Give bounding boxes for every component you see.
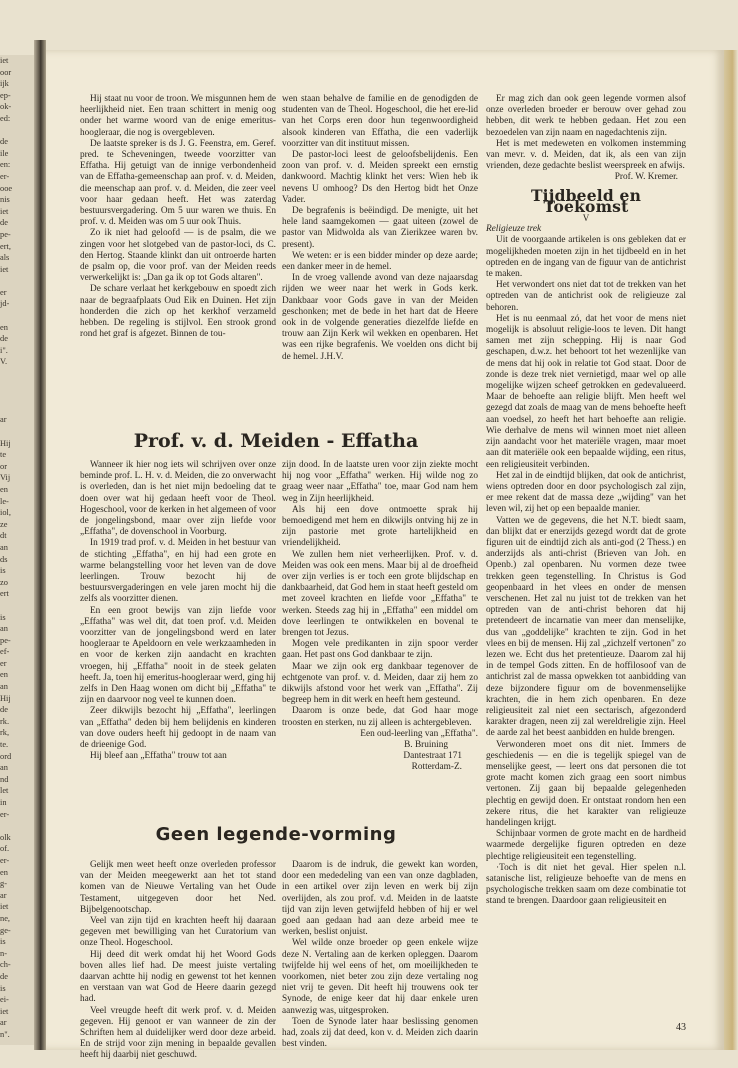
margin-fragment: ok- <box>0 102 12 112</box>
margin-fragment <box>0 403 34 415</box>
margin-fragment: te <box>0 450 7 460</box>
paragraph: Schijnbaar vormen de grote macht en de hardheid waarmede dergelijke figuren optreden en deze plechtige religieusiteit een tegenstelling. <box>486 829 686 862</box>
margin-fragment: pe- <box>0 635 11 645</box>
margin-fragment: is <box>0 612 6 622</box>
margin-fragment: en <box>0 670 8 680</box>
column-2-bottom <box>282 860 478 1050</box>
margin-fragment: is <box>0 566 6 576</box>
margin-fragment: ile <box>0 148 9 158</box>
margin-fragment: en <box>0 484 8 494</box>
margin-fragment: ne, <box>0 913 10 923</box>
margin-fragment: ds <box>0 554 8 564</box>
signature-city: Rotterdam-Z. <box>411 762 462 773</box>
margin-fragment: nis <box>0 195 10 205</box>
margin-fragment: de <box>0 705 8 715</box>
column-1-bottom <box>80 860 276 1062</box>
paragraph: Uit de voorgaande artikelen is ons gebleken dat er mogelijkheden moeten zijn in het tijdbeeld en in het optreden en de ingang van de figuur van de antichrist te maken. <box>486 235 686 280</box>
margin-fragment: iol, <box>0 508 11 518</box>
paragraph: Zo ik niet had geloofd — is de psalm, die we zingen voor het slotgebed van de pastor-loci, ds C. den Hertog. Staande klinkt dan uit ontroerde harten de psalm op, die voor prof. van der Meiden reeds verwerkelijkt is: „Dan ga ik op tot Gods altaren". <box>80 228 276 284</box>
signature-address: Dantestraat 171 <box>403 751 462 762</box>
paragraph: zijn dood. In de laatste uren voor zijn ziekte mocht hij nog voor „Effatha" werken. Hij wilde nog zo graag weer naar „Effatha" toe, maar God nam hem weg in Zijn heerlijkheid. <box>282 460 478 504</box>
margin-fragment: or <box>0 461 7 471</box>
margin-fragment <box>0 310 34 322</box>
paragraph: Wel wilde onze broeder op geen enkele wijze deze N. Vertaling aan de kerken opleggen. Daarom twijfelde hij wel eens of het, om moeilijkheden te voorkomen, niet beter zou zijn deze vertaling nog niet vrij te geven. Dit heeft hij trouwens ook ter Synode, de enige keer dat hij daar enkele uren aanwezig was, uitgesproken. <box>282 938 478 1016</box>
margin-fragment <box>0 368 34 380</box>
paragraph: Verwonderen moet ons dit niet. Immers de geschiedenis — en die is tegelijk spiegel van de menselijke geest, — leert ons dat personen die tot grote macht komen zich graag een soort nimbus vertonen. Zij gaan bij bepaalde gelegenheden plechtig en gewijd doen. Er ontstaat rondom hen een zekere ritus, die het karakter van religieuze handelingen krijgt. <box>486 739 686 828</box>
paragraph: Het verwondert ons niet dat tot de trekken van het optreden van de antichrist ook de religieuze zal behoren. <box>486 280 686 313</box>
paragraph: Vatten we de gegevens, die het N.T. biedt saam, dan blijkt dat er enerzijds gezegd wordt dat de grote figuren uit de eindtijd zich als anti-god (2 Thess.) en anderzijds als anti-christ (Brieven van Joh. en Openb.) zal openbaren. Nu vormen deze twee trekken geen tegenstelling. In Christus is God geopenbaard in het vlees en onder de mensen verschenen. Het zal nu juist tot de trekken van het optreden van de anti-christ behoren dat hij pretendeert de incarnatie van meer dan menselijke, dus van „goddelijke" krachten te zijn. God in het vlees en bij de mensen. Hij zal „zichzelf vertonen" zo lezen we. Echt dus het pretentieuze. Daarom zal hij in de tempel Gods zitten. En de hoffilosoof van de antichrist zal de massa opwekken tot aanbidding van deze bijzondere figuur om de bovenmenselijke krachten, die in hem zich openbaren. En deze religieusiteit zal niet een sectarisch, afgezonderd karakter dragen, neen zij zal wereldreligie zijn. Heel de aarde zal het beest aanbidden en hulde brengen. <box>486 515 686 739</box>
margin-fragment: pe- <box>0 229 11 239</box>
paragraph: Veel van zijn tijd en krachten heeft hij daaraan gegeven met bewilliging van het Curatorium van onze Theol. Hogeschool. <box>80 916 276 949</box>
margin-fragment: i". <box>0 345 8 355</box>
headline-prof-meiden-effatha: Prof. v. d. Meiden - Effatha <box>133 430 419 452</box>
margin-fragment: ei- <box>0 995 9 1005</box>
paragraph: De pastor-loci leest de geloofsbelijdenis. Een zoon van prof. v. d. Meiden spreekt een ernstig dankwoord. Machtig klinkt het vers: Wien heb ik nevens U omhoog? Ds den Hertog bidt het Onze Vader. <box>282 150 478 205</box>
column-1-middle <box>80 460 276 762</box>
margin-fragment: V. <box>0 357 8 367</box>
magazine-page <box>46 50 724 1061</box>
paragraph: Maar we zijn ook erg dankbaar tegenover de echtgenote van prof. v. d. Meiden, daar zij hem zo dikwijls afstond voor het werk van „Effatha". Zij begreep hem in dit werk en heeft hem gesteund. <box>282 661 478 706</box>
margin-fragment: g- <box>0 879 7 889</box>
paragraph: Hij deed dit werk omdat hij het Woord Gods boven alles lief had. De meest juiste vertaling daarvan achtte hij nodig en gewenst tot het kennen en verstaan van wat God de Heere daarin gezegd had. <box>80 949 276 1005</box>
paragraph: In de vroeg vallende avond van deze najaarsdag rijden we weer naar het werk in Gods kerk. Dankbaar voor Gods gave in van der Meiden geschonken; met de bede in het hart dat de Heere ook in de volgende generaties diezelfde liefde en trouw aan Zijn Kerk wil wekken en openbaren. Het was een rijke begrafenis. We voelden ons dicht bij de hemel. J.H.V. <box>282 273 478 362</box>
margin-fragment: iet <box>0 1006 9 1016</box>
margin-fragment: ed: <box>0 113 11 123</box>
margin-fragment: de <box>0 971 8 981</box>
margin-fragment: en <box>0 322 8 332</box>
margin-fragment: an <box>0 682 8 692</box>
paragraph: Er mag zich dan ook geen legende vormen alsof onze overleden broeder er berouw over gehad zou hebben, dit werk te hebben gedaan. Het zou een bezoedelen van zijn naam en nagedachtenis zijn. <box>486 94 686 138</box>
margin-fragment: er- <box>0 171 10 181</box>
paragraph: De begrafenis is beëindigd. De menigte, uit het hele land saamgekomen — gaat uiteen (zowel de pastor van Midwolda als van Zierikzee waren bv. present). <box>282 206 478 250</box>
margin-fragment: iet <box>0 264 9 274</box>
paragraph: En een groot bewijs van zijn liefde voor „Effatha" was wel dit, dat toen prof. v.d. Meiden voorzitter van de jongelingsbond werd en later hoogleraar te Apeldoorn en vele werkzaamheden in en voor de kerken zijn aandacht en krachten vroegen, hij „Effatha" nooit in de steek gelaten heeft. Ja, toen hij emeritus-hoogleraar werd, ging hij zelfs in Den Haag wonen om dicht bij „Effatha" te zijn en daarvoor nog veel te kunnen doen. <box>80 605 276 706</box>
margin-fragment: iet <box>0 902 9 912</box>
margin-fragment: ch- <box>0 960 11 970</box>
margin-fragment: nd <box>0 774 9 784</box>
paragraph: We zullen hem niet verheerlijken. Prof. v. d. Meiden was ook een mens. Maar bij al de droefheid over zijn verlies is er toch een grote blijdschap en dankbaarheid, dat God hem in staat heeft gesteld om met zoveel krachten en liefde voor „Effatha" te werken. Steeds zag hij in „Effatha" een middel om dove leerlingen te ontwikkelen en bovenal te brengen tot Jezus. <box>282 549 478 639</box>
previous-page-fragment <box>0 55 34 1045</box>
margin-fragment: jd- <box>0 299 10 309</box>
page-edge <box>724 50 738 1050</box>
margin-fragment: zo <box>0 577 8 587</box>
margin-fragment: olk <box>0 832 11 842</box>
margin-fragment: an <box>0 763 8 773</box>
margin-fragment: let <box>0 786 9 796</box>
margin-fragment <box>0 820 34 832</box>
paragraph: Daarom is de indruk, die gewekt kan worden, door een mededeling van een van onze dagbladen, in een artikel over zijn leven en werk bij zijn overlijden, als zou prof. v.d. Meiden in de laatste tijd van zijn leven getwijfeld hebben of hij er wel goed aan gedaan had aan deze arbeid mee te werken, beslist onjuist. <box>282 860 478 938</box>
margin-fragment: ze <box>0 519 8 529</box>
margin-fragment: de <box>0 218 8 228</box>
signature-name: B. Bruining <box>404 740 448 751</box>
margin-fragment <box>0 600 34 612</box>
section-label: Religieuze trek <box>486 224 542 235</box>
column-2-middle <box>282 460 478 774</box>
paragraph: Als hij een dove ontmoette sprak hij bemoedigend met hem en dikwijls ontving hij ze in zijn pastorie met grote hartelijkheid en vriendelijkheid. <box>282 504 478 549</box>
margin-fragment: Hij <box>0 438 11 448</box>
margin-fragment: en: <box>0 160 11 170</box>
margin-fragment <box>0 391 34 403</box>
margin-fragment: ge- <box>0 925 11 935</box>
paragraph: Hij bleef aan „Effatha" trouw tot aan <box>90 751 227 762</box>
margin-fragment: ep- <box>0 90 11 100</box>
margin-fragment: ar <box>0 1018 7 1028</box>
margin-fragment: ar <box>0 415 7 425</box>
margin-fragment: er <box>0 287 7 297</box>
paragraph: We weten: er is een bidder minder op deze aarde; een danker meer in de hemel. <box>282 250 478 273</box>
margin-fragment: dt <box>0 531 7 541</box>
paragraph: Daarom is onze bede, dat God haar moge troosten en sterken, nu zij alleen is achtergebleven. <box>282 706 478 728</box>
paragraph: wen staan behalve de familie en de genodigden de studenten van de Theol. Hogeschool, die het ere-lid van het Corps eren door hun tegenwoordigheid alsook kinderen van Effatha, die een vaderlijk voorzitter van dit instituut missen. <box>282 94 478 149</box>
signature-kremer: Prof. W. Kremer. <box>614 172 678 183</box>
paragraph: Het zal in de eindtijd blijken, dat ook de antichrist, wiens optreden door en door psychologisch zal zijn, er mee rekent dat de massa deze „wijding" van het leven wil, zij het op een bepaalde manier. <box>486 470 686 515</box>
paragraph: Wanneer ik hier nog iets wil schrijven over onze beminde prof. L. H. v. d. Meiden, die zo onverwacht is overleden, dan is het niet mijn bedoeling dat te doen over wat hij gedaan heeft voor de Theol. Hogeschool, voor de kerken in het algemeen of voor de jongelingsbond, maar over zijn liefde voor „Effatha", de dovenschool in Voorburg. <box>80 460 276 538</box>
book-gutter <box>34 40 46 1050</box>
margin-fragment: ar <box>0 890 7 900</box>
margin-fragment: de <box>0 334 8 344</box>
paragraph: ·Toch is dit niet het geval. Hier spelen n.l. satanische list, religieuze behoefte van de mens en psychologische trekken saam om deze combinatie tot stand te brengen. Daardoor gaan religieusiteit en <box>486 862 686 907</box>
margin-fragment: te. <box>0 740 9 750</box>
headline-tijdbeeld-en-toekomst: Tijdbeeld en Toekomst <box>530 185 642 216</box>
signature-line: Een oud-leerling van „Effatha". <box>360 728 478 739</box>
margin-fragment: n". <box>0 1029 10 1039</box>
column-1-top <box>80 94 276 340</box>
margin-fragment: ef- <box>0 647 10 657</box>
margin-fragment: is <box>0 937 6 947</box>
margin-fragment: en <box>0 867 8 877</box>
column-2-top <box>282 94 478 363</box>
margin-fragment <box>0 275 34 287</box>
margin-fragment: Vij <box>0 473 11 483</box>
margin-fragment: rk. <box>0 716 10 726</box>
margin-fragment: an <box>0 542 8 552</box>
paragraph: Zeer dikwijls bezocht hij „Effatha", leerlingen van „Effatha" deden bij hem belijdenis en kinderen van dove ouders heeft hij gedoopt in de naam van de drieenige God. <box>80 706 276 751</box>
margin-fragment: Hij <box>0 693 11 703</box>
margin-fragment: iet <box>0 56 9 65</box>
margin-fragment: er <box>0 658 7 668</box>
margin-fragment: is <box>0 983 6 993</box>
margin-fragment <box>0 380 34 392</box>
margin-fragment: er- <box>0 809 10 819</box>
margin-fragment <box>0 125 34 137</box>
paragraph: Veel vreugde heeft dit werk prof. v. d. Meiden gegeven. Hij genoot er van wanneer de zin der Schriften hem al duidelijker werd door deze arbeid. En de strijd voor zijn mening in bepaalde gevallen heeft hij daarbij niet geschuwd. <box>80 1005 276 1061</box>
headline-part-number: V <box>582 213 590 224</box>
paragraph: Het is nu eenmaal zó, dat het voor de mens niet mogelijk is absoluut religie-loos te leven. Dit hangt samen met zijn schepping. Hij is naar God geschapen, d.w.z. het behoort tot het wezenlijke van de mens dat hij ook in relatie tot God staat. Door de zonde is deze trek niet vernietigd, maar wel op alle mogelijke wijzen scheef getrokken en gedevalueerd. Maar de behoefte aan religie blijft. Men heeft wel gezegd dat zoals de maag van de mens behoefte heeft aan voedsel, zo heeft het hart behoefte aan religie. Wie derhalve de mens wil winnen moet niet alleen zijn aandacht voor het materiële vragen, maar moet aan dit materiële ook een bepaalde wijding, een ritus, een religieusiteit verbinden. <box>486 313 686 470</box>
paragraph: Gelijk men weet heeft onze overleden professor van der Meiden meegewerkt aan het tot stand komen van de Nieuwe Vertaling van het Oude Testament, uitgegeven door het Ned. Bijbelgenootschap. <box>80 860 276 915</box>
margin-fragment: ert, <box>0 241 11 251</box>
margin-fragment: le- <box>0 496 9 506</box>
headline-geen-legende-vorming: Geen legende-vorming <box>155 824 397 845</box>
paragraph: Hij staat nu voor de troon. We misgunnen hem de heerlijkheid niet. Een traan schittert in menig oog onder het warme woord van de enige emeritus-hoogleraar, die nog is overgebleven. <box>80 94 276 138</box>
paragraph: Mogen vele predikanten in zijn spoor verder gaan. Het past ons God dankbaar te zijn. <box>282 639 478 661</box>
paragraph: Het is met medeweten en volkomen instemming van mevr. v. d. Meiden, dat ik, als een van zijn vrienden, deze gedachte beslist weerspreek en afwijs. <box>486 138 686 172</box>
column-3 <box>486 94 686 908</box>
margin-fragment: rk, <box>0 728 10 738</box>
margin-fragment: iet <box>0 206 9 216</box>
margin-fragment: ord <box>0 751 12 761</box>
paragraph: De laatste spreker is ds J. G. Feenstra, em. Geref. pred. te Scheveningen, tweede voorzitter van Effatha. Hij getuigt van de innige verbondenheid van de Effatha-gemeenschap aan prof. v. d. Meiden, die meenschap aan prof. v. d. Meiden, die zeer veel voor haar gedaan heeft. Het was zaterdag bestuursvergadering. Om 5 uur waren we thuis. En prof. v. d. Meiden was om 5 uur ook Thuis. <box>80 138 276 228</box>
page-number: 43 <box>676 1022 686 1033</box>
margin-fragment: of. <box>0 844 10 854</box>
margin-fragment: er- <box>0 855 10 865</box>
paragraph: In 1919 trad prof. v. d. Meiden in het bestuur van de stichting „Effatha", en hij had een grote en warme belangstelling voor het leven van de dove leerlingen. Trouw bezocht hij de bestuursvergaderingen en vele jaren mocht hij die zelfs als voorzitter dienen. <box>80 538 276 605</box>
margin-fragment: de <box>0 137 8 147</box>
margin-fragment <box>0 426 34 438</box>
paragraph: Toen de Synode later haar beslissing genomen had, zoals zij dat deed, kon v. d. Meiden zich daarin best vinden. <box>282 1016 478 1050</box>
margin-fragment: ert <box>0 589 9 599</box>
margin-fragment: in <box>0 798 7 807</box>
margin-fragment: ooe <box>0 183 13 193</box>
paragraph: De schare verlaat het kerkgebouw en spoedt zich naar de begraafplaats Oud Eik en Duinen. Het zijn honderden die zich op het kerkhof verzameld hebben. De regeling is stijlvol. Een strook grond rond het graf is afgezet. Binnen de tou- <box>80 284 276 340</box>
margin-fragment: oor <box>0 67 12 77</box>
margin-fragment: n- <box>0 948 7 958</box>
margin-fragment: ijk <box>0 79 9 89</box>
margin-fragment: als <box>0 253 10 263</box>
margin-fragment: an <box>0 624 8 634</box>
